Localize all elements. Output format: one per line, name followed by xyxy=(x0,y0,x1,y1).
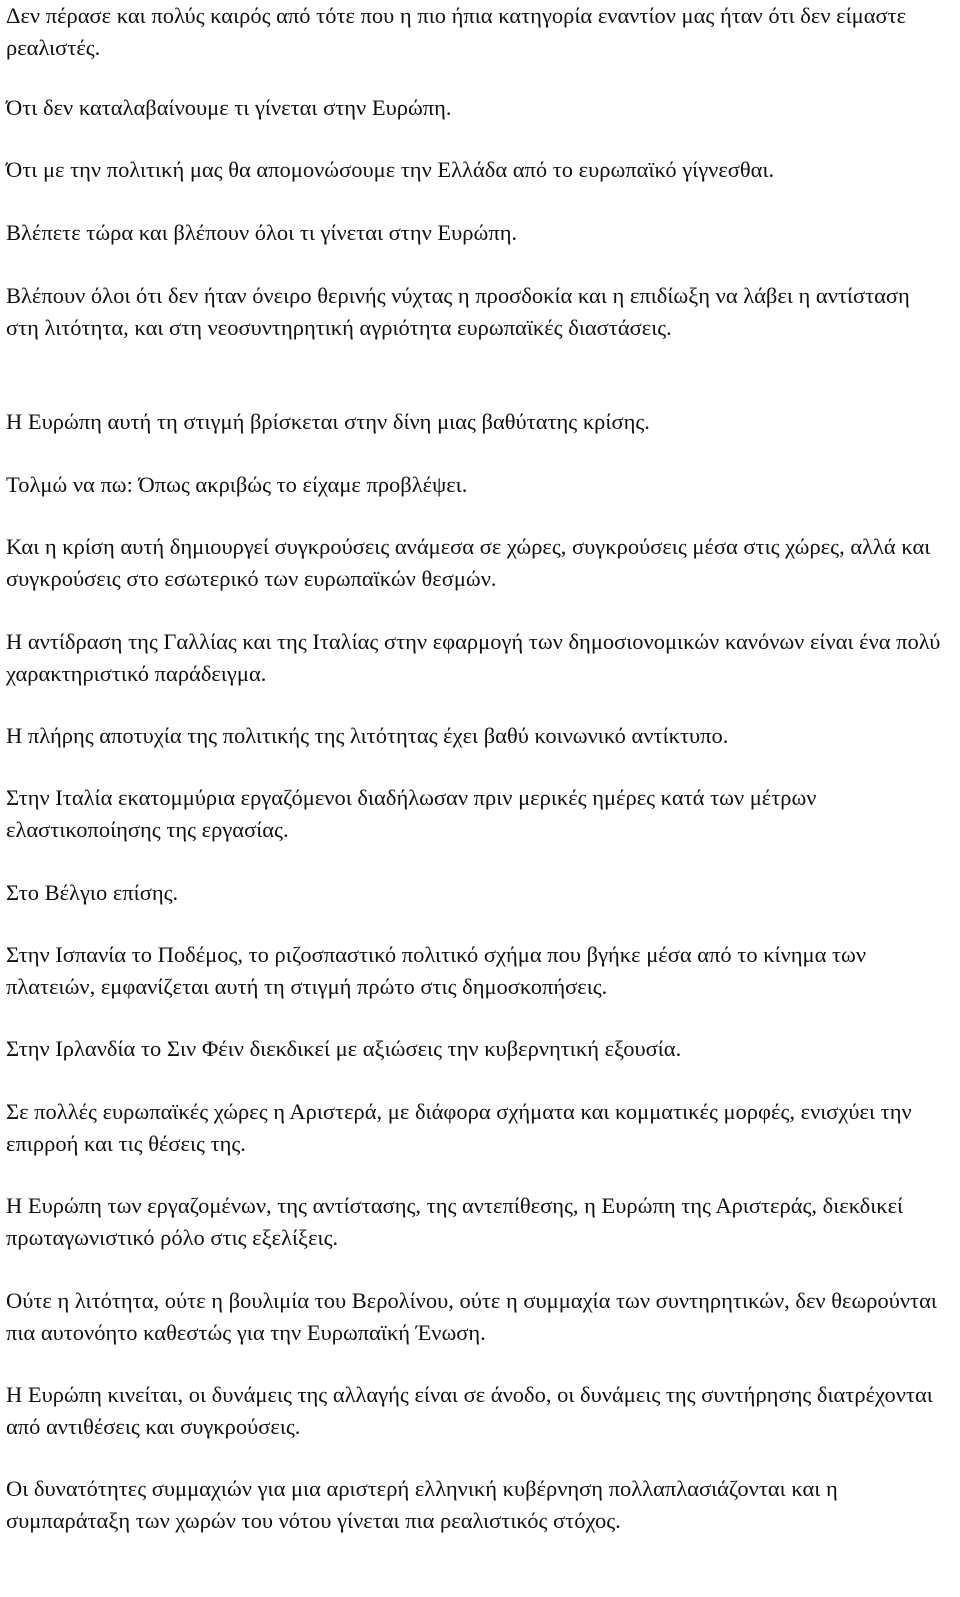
paragraph-4: Βλέπετε τώρα και βλέπουν όλοι τι γίνεται στην Ευρώπη. xyxy=(6,220,518,245)
paragraph-13: Στην Ισπανία το Ποδέμος, το ριζοσπαστικό πολιτικό σχήμα που βγήκε μέσα από το κίνημα των πλατειών, εμφανίζεται αυτή τη στιγμή πρώτο στις δημοσκοπήσεις. xyxy=(6,942,867,999)
paragraph-19: Οι δυνατότητες συμμαχιών για μια αριστερή ελληνική κυβέρνηση πολλαπλασιάζονται και η συμπαράταξη των χωρών του νότου γίνεται πια ρεαλιστικός στόχος. xyxy=(6,1476,838,1533)
paragraph-15: Σε πολλές ευρωπαϊκές χώρες η Αριστερά, με διάφορα σχήματα και κομματικές μορφές, ενισχύει την επιρροή και τις θέσεις της. xyxy=(6,1099,912,1156)
paragraph-6: Η Ευρώπη αυτή τη στιγμή βρίσκεται στην δίνη μιας βαθύτατης κρίσης. xyxy=(6,409,650,434)
paragraph-17: Ούτε η λιτότητα, ούτε η βουλιμία του Βερολίνου, ούτε η συμμαχία των συντηρητικών, δεν θεωρούνται πια αυτονόητο καθεστώς για την Ευρωπαϊκή Ένωση. xyxy=(6,1288,937,1345)
paragraph-7: Τολμώ να πω: Όπως ακριβώς το είχαμε προβλέψει. xyxy=(6,472,468,497)
paragraph-10: Η πλήρης αποτυχία της πολιτικής της λιτότητας έχει βαθύ κοινωνικό αντίκτυπο. xyxy=(6,723,729,748)
paragraph-5: Βλέπουν όλοι ότι δεν ήταν όνειρο θερινής νύχτας η προσδοκία και η επιδίωξη να λάβει η αντίσταση στη λιτότητα, και στη νεοσυντηρητική αγριότητα ευρωπαϊκές διαστάσεις. xyxy=(6,283,910,340)
paragraph-14: Στην Ιρλανδία το Σιν Φέιν διεκδικεί με αξιώσεις την κυβερνητική εξουσία. xyxy=(6,1036,682,1061)
paragraph-11: Στην Ιταλία εκατομμύρια εργαζόμενοι διαδήλωσαν πριν μερικές ημέρες κατά των μέτρων ελαστικοποίησης της εργασίας. xyxy=(6,785,817,842)
paragraph-1: Δεν πέρασε και πολύς καιρός από τότε που η πιο ήπια κατηγορία εναντίον μας ήταν ότι δεν είμαστε ρεαλιστές. xyxy=(6,3,907,60)
paragraph-16: Η Ευρώπη των εργαζομένων, της αντίστασης, της αντεπίθεσης, η Ευρώπη της Αριστεράς, διεκδικεί πρωταγωνιστικό ρόλο στις εξελίξεις. xyxy=(6,1193,904,1250)
paragraph-2: Ότι δεν καταλαβαίνουμε τι γίνεται στην Ευρώπη. xyxy=(6,95,452,120)
paragraph-8: Και η κρίση αυτή δημιουργεί συγκρούσεις ανάμεσα σε χώρες, συγκρούσεις μέσα στις χώρες, αλλά και συγκρούσεις στο εσωτερικό των ευρωπαϊκών θεσμών. xyxy=(6,534,931,591)
paragraph-18: Η Ευρώπη κινείται, οι δυνάμεις της αλλαγής είναι σε άνοδο, οι δυνάμεις της συντήρησης διατρέχονται από αντιθέσεις και συγκρούσεις. xyxy=(6,1382,933,1439)
paragraph-12: Στο Βέλγιο επίσης. xyxy=(6,880,179,905)
paragraph-3: Ότι με την πολιτική μας θα απομονώσουμε την Ελλάδα από το ευρωπαϊκό γίγνεσθαι. xyxy=(6,157,775,182)
paragraph-9: Η αντίδραση της Γαλλίας και της Ιταλίας στην εφαρμογή των δημοσιονομικών κανόνων είναι ένα πολύ χαρακτηριστικό παράδειγμα. xyxy=(6,629,941,686)
